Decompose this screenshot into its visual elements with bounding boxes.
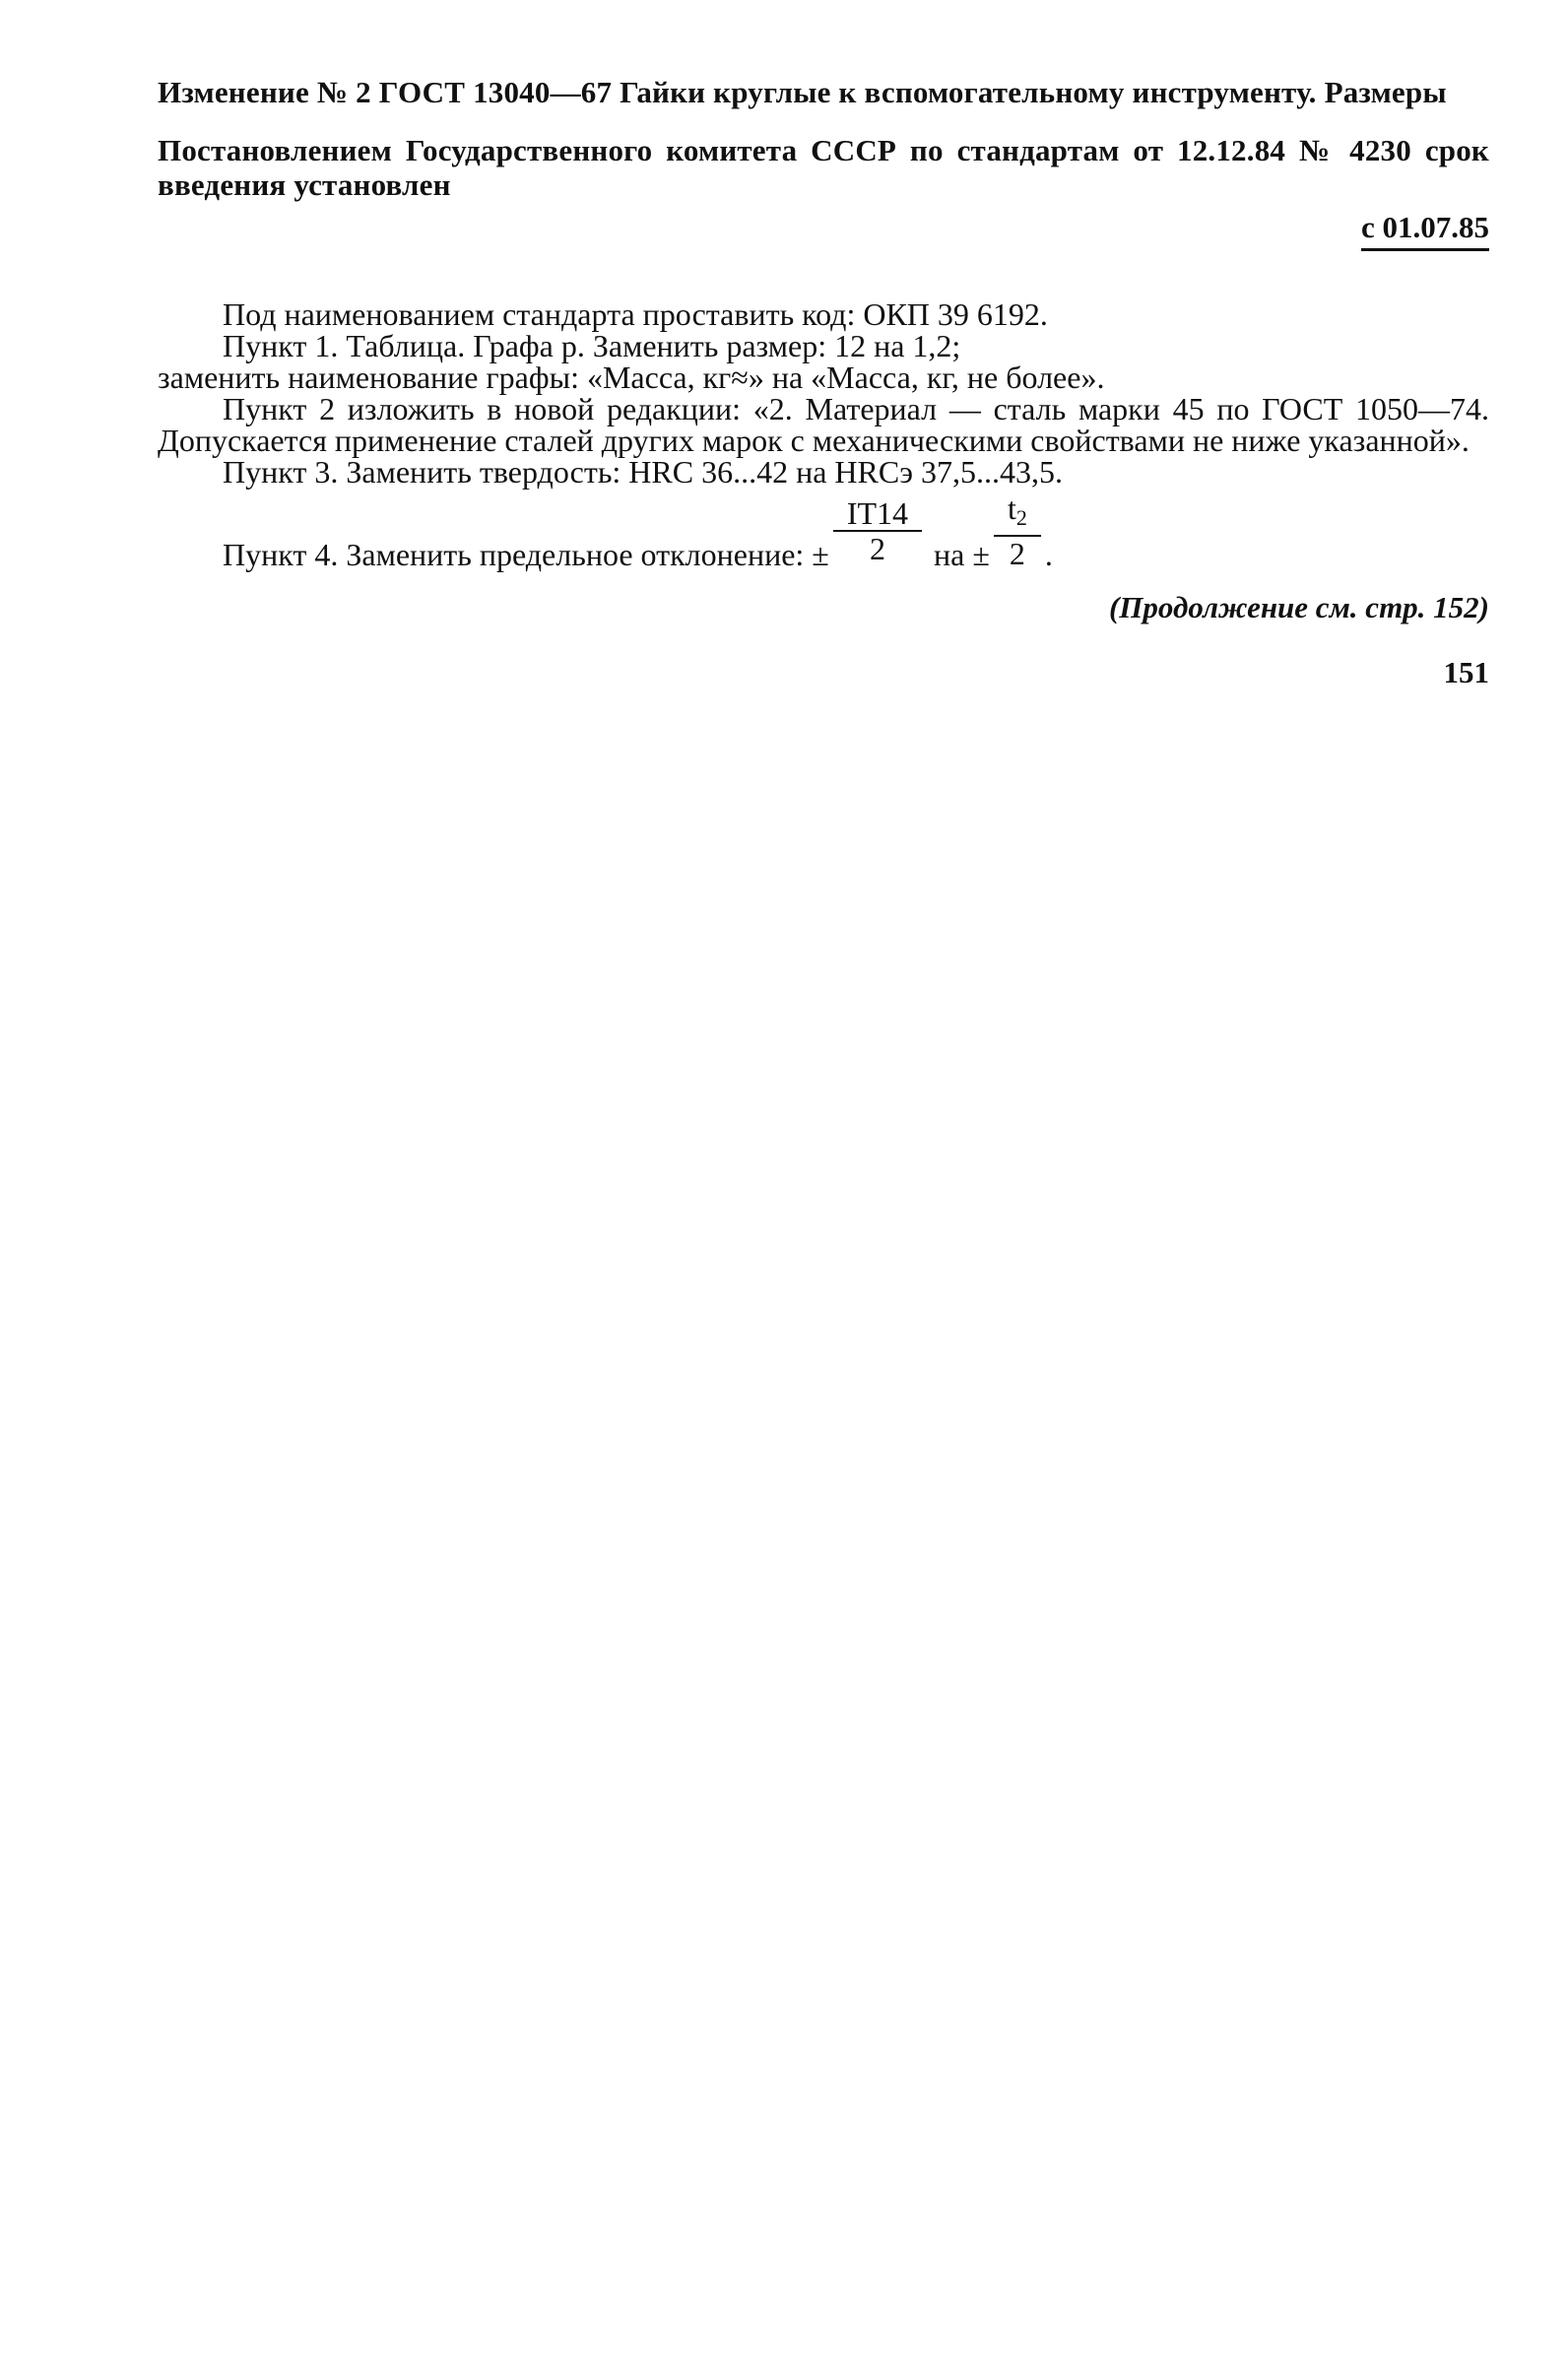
word-na: на: [934, 537, 965, 573]
paragraph-item-4: [158, 493, 1489, 572]
fraction-it14: [833, 496, 922, 565]
numerator-subscript: 2: [1015, 505, 1027, 530]
paragraph-okp-code: Под наименованием стандарта проставить код: ОКП 39 6192.: [223, 296, 1048, 332]
plus-minus-sign: ±: [812, 537, 829, 573]
numerator-base: t: [1007, 491, 1016, 526]
fraction-t2: [994, 491, 1041, 570]
page-content: [158, 75, 1489, 690]
change-title: Изменение № 2 ГОСТ 13040—67 Гайки круглые к вспомогательному инструменту. Размеры: [158, 75, 1447, 109]
page-number: 151: [1443, 655, 1489, 689]
final-period: .: [1044, 537, 1053, 573]
fraction-denominator: 2: [869, 531, 885, 566]
plus-minus-sign: ±: [972, 537, 990, 573]
fraction-numerator: IT14: [833, 496, 922, 532]
continued-note: (Продолжение см. стр. 152): [1108, 590, 1489, 624]
paragraph-item-1: Пункт 1. Таблица. Графа р. Заменить размер: 12 на 1,2;: [223, 328, 961, 363]
effective-date-line: [158, 210, 1489, 251]
item-4-lead-text: Пункт 4. Заменить предельное отклонение:: [223, 537, 805, 573]
effective-date: с 01.07.85: [1361, 210, 1489, 251]
body-text: [158, 298, 1489, 572]
paragraph-item-2: Пункт 2 изложить в новой редакции: «2. Материал — сталь марки 45 по ГОСТ 1050—74. Допускается применение сталей других марок с механическими свойствами не ниже указанной».: [158, 391, 1489, 458]
fraction-numerator: [994, 491, 1041, 537]
paragraph-item-1-cont: заменить наименование графы: «Масса, кг≈» на «Масса, кг, не более».: [158, 360, 1105, 395]
decree-text: Постановлением Государственного комитета СССР по стандартам от 12.12.84 № 4230 срок введения установлен: [158, 133, 1489, 202]
fraction-denominator: 2: [1009, 536, 1025, 571]
paragraph-item-3: Пункт 3. Заменить твердость: HRC 36...42 на HRCэ 37,5...43,5.: [223, 454, 1063, 490]
